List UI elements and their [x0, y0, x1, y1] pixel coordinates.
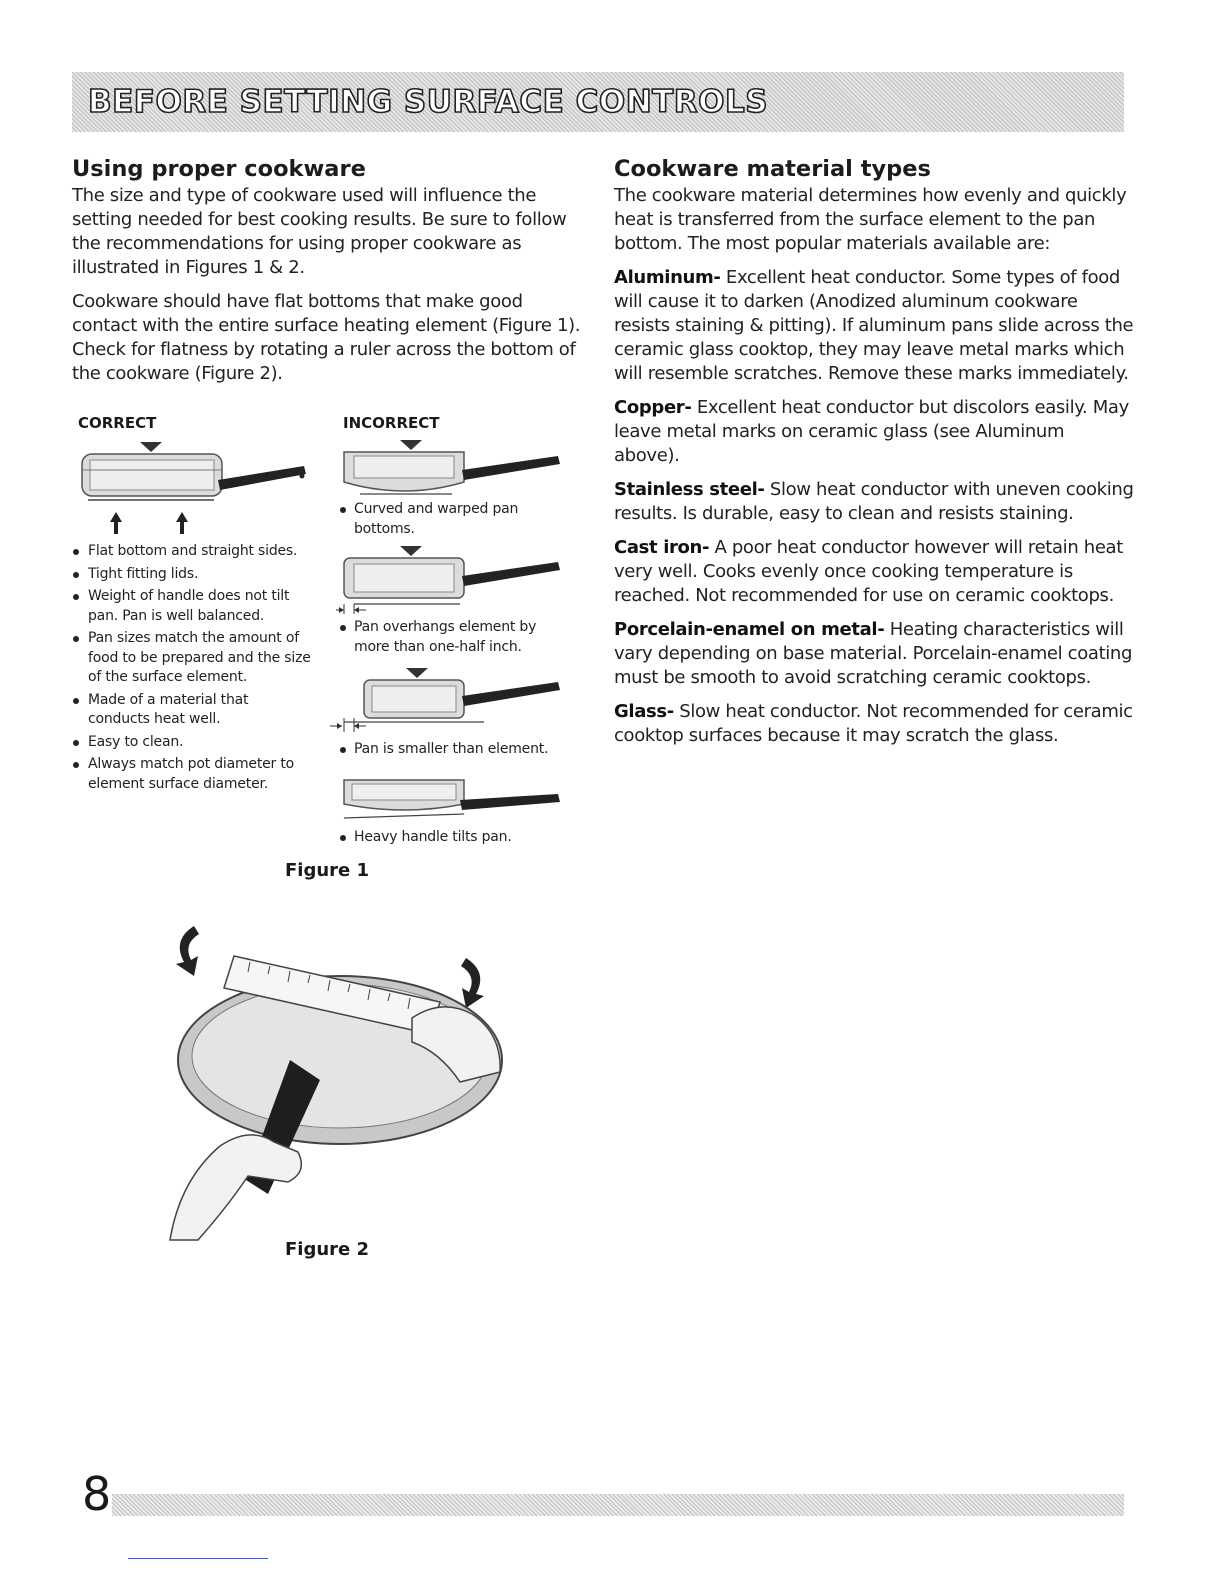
correct-pan-illustration — [78, 436, 314, 546]
rotate-arrow-left-icon — [176, 926, 199, 976]
heading-material-types: Cookware material types — [614, 156, 931, 182]
correct-point: Pan sizes match the amount of food to be prepared and the size of the surface element. — [72, 629, 312, 688]
correct-points-list — [72, 542, 312, 797]
material-name: Cast iron- — [614, 537, 710, 558]
paragraph-cookware-size: The size and type of cookware used will influence the setting needed for best cooking results. Be sure to follow the recommendations for using proper cookware as illustrated in Figures 1 & 2. — [72, 185, 567, 278]
overhang-pan-illustration — [326, 544, 570, 616]
footer-divider — [128, 1558, 268, 1559]
section-banner — [72, 72, 1124, 132]
incorrect-point: Pan overhangs element by more than one-half inch. — [340, 618, 564, 657]
material-cast-iron — [614, 536, 1134, 608]
material-aluminum — [614, 266, 1134, 386]
material-description: A poor heat conductor however will retain heat very well. Cooks evenly once cooking temperature is reached. Not recommended for use on ceramic cooktops. — [614, 537, 1123, 606]
material-name: Aluminum- — [614, 267, 721, 288]
incorrect-point: Heavy handle tilts pan. — [340, 828, 564, 848]
correct-label: CORRECT — [78, 414, 157, 432]
paragraph-material-intro: The cookware material determines how evenly and quickly heat is transferred from the surface element to the pan bottom. The most popular materials available are: — [614, 185, 1127, 254]
tilted-pan-illustration — [340, 774, 570, 824]
material-description: Slow heat conductor. Not recommended for ceramic cooktop surfaces because it may scratch the glass. — [614, 701, 1133, 746]
incorrect-point: Curved and warped pan bottoms. — [340, 500, 564, 539]
footer-bar — [112, 1494, 1124, 1516]
page-number: 8 — [82, 1467, 112, 1521]
rotate-arrow-right-icon — [461, 958, 484, 1008]
correct-point: Made of a material that conducts heat well. — [72, 691, 312, 730]
incorrect-label: INCORRECT — [343, 414, 440, 432]
small-pan-illustration — [324, 664, 570, 736]
left-column — [72, 154, 592, 396]
figure-1-caption: Figure 1 — [285, 860, 370, 881]
material-porcelain-enamel — [614, 618, 1134, 690]
material-description: Heating characteristics will vary depending on base material. Porcelain-enamel coating must be smooth to avoid scratching ceramic cooktops. — [614, 619, 1133, 688]
correct-point: Easy to clean. — [72, 733, 312, 753]
material-copper — [614, 396, 1134, 468]
warped-pan-illustration — [340, 436, 570, 498]
correct-point: Flat bottom and straight sides. — [72, 542, 312, 562]
material-name: Copper- — [614, 397, 692, 418]
material-name: Porcelain-enamel on metal- — [614, 619, 885, 640]
incorrect-point: Pan is smaller than element. — [340, 740, 574, 760]
correct-point: Always match pot diameter to element surface diameter. — [72, 755, 312, 794]
heading-proper-cookware: Using proper cookware — [72, 156, 366, 182]
material-stainless-steel — [614, 478, 1134, 526]
material-glass — [614, 700, 1134, 748]
material-description: Excellent heat conductor. Some types of food will cause it to darken (Anodized aluminum cookware resists staining & pitting). If aluminum pans slide across the ceramic glass cooktop, they may leave metal marks which will resemble scratches. Remove these marks immediately. — [614, 267, 1134, 384]
correct-point: Weight of handle does not tilt pan. Pan is well balanced. — [72, 587, 312, 626]
figure-2-caption: Figure 2 — [285, 1239, 370, 1260]
material-name: Glass- — [614, 701, 674, 722]
material-name: Stainless steel- — [614, 479, 765, 500]
section-title: BEFORE SETTING SURFACE CONTROLS — [88, 84, 769, 120]
correct-point: Tight fitting lids. — [72, 565, 312, 585]
ruler-check-illustration — [150, 910, 510, 1240]
material-description: Excellent heat conductor but discolors easily. May leave metal marks on ceramic glass (see Aluminum above). — [614, 397, 1129, 466]
right-column — [614, 154, 1134, 758]
material-description: Slow heat conductor with uneven cooking results. Is durable, easy to clean and resists staining. — [614, 479, 1134, 524]
paragraph-flat-bottoms: Cookware should have flat bottoms that make good contact with the entire surface heating element (Figure 1). Check for flatness by rotating a ruler across the bottom of the cookware (Figure 2). — [72, 291, 581, 384]
